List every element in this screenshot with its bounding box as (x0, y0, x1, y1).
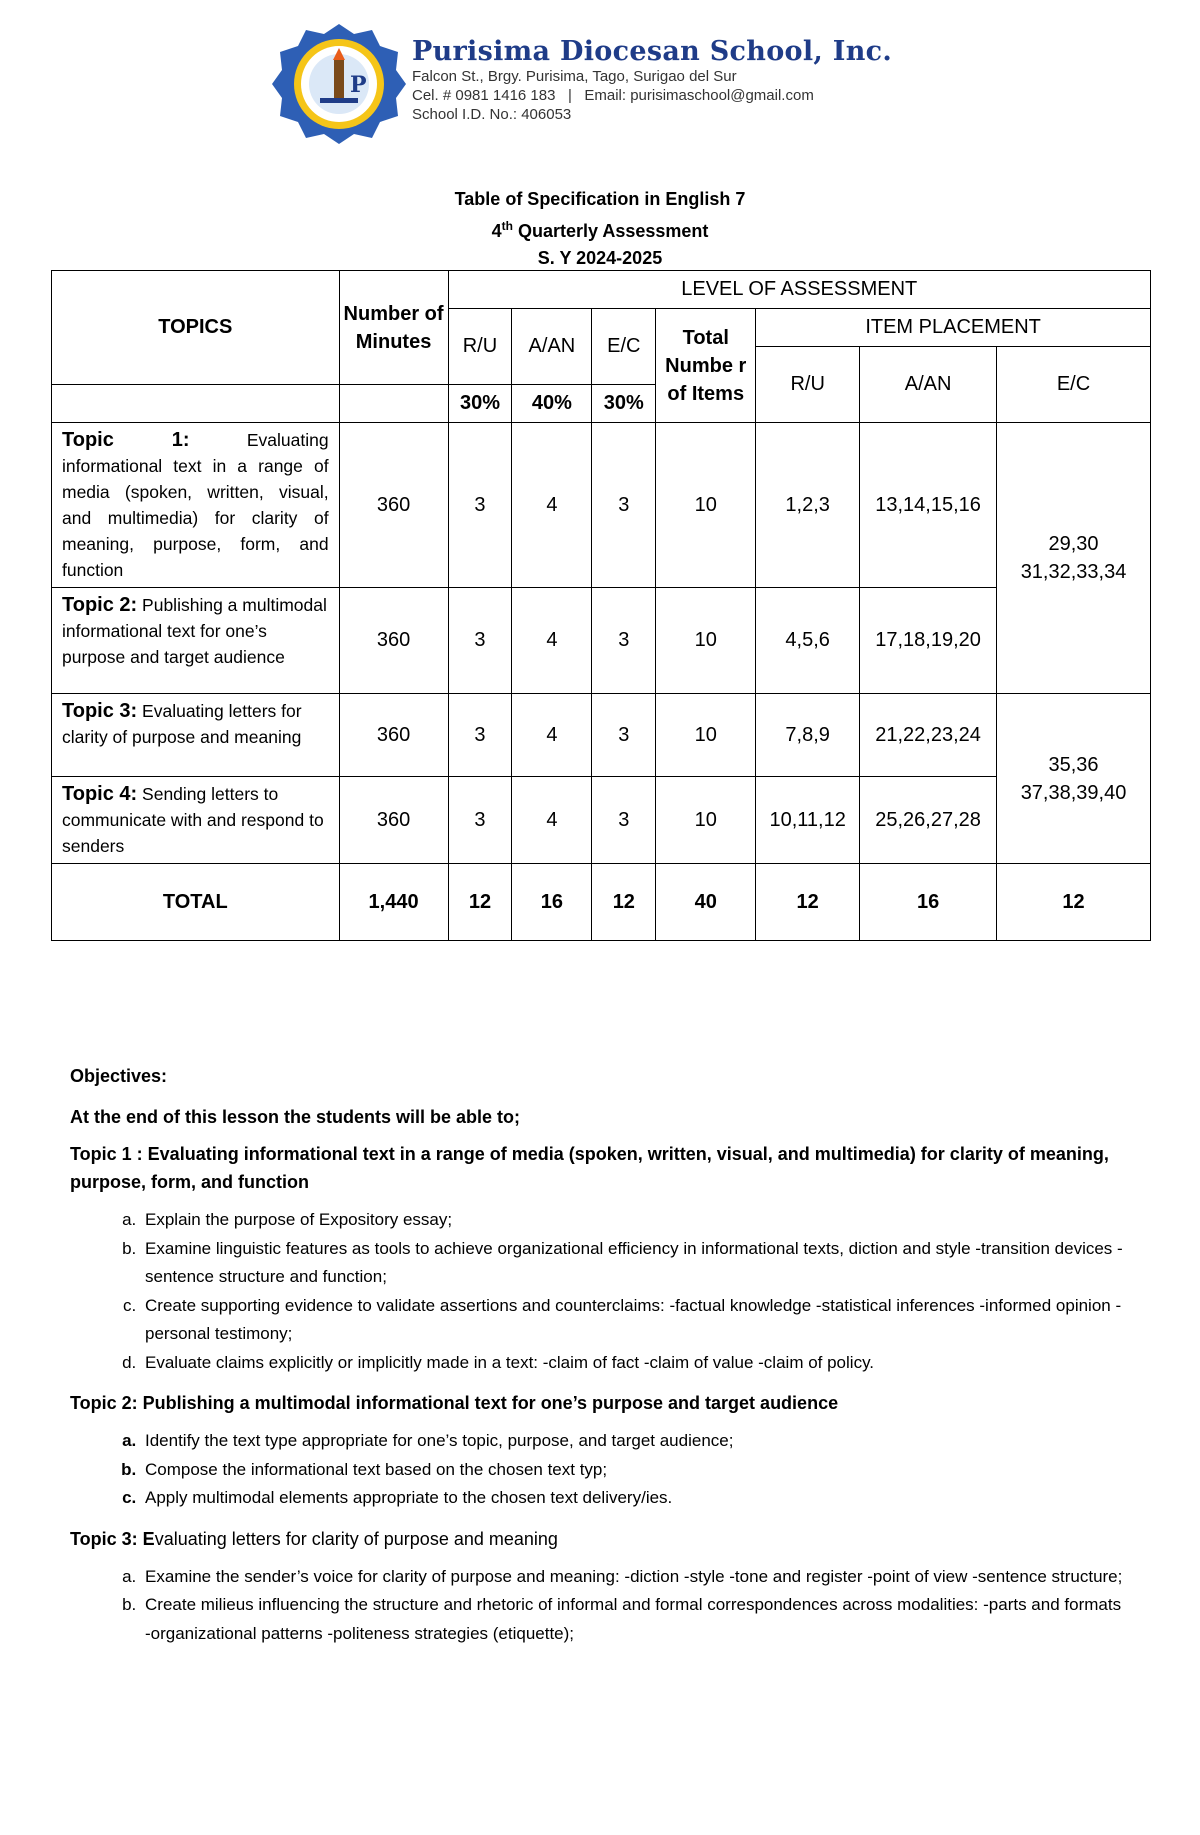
ec-cell: 3 (592, 777, 656, 864)
placement-ru-cell: 10,11,12 (756, 777, 860, 864)
specification-table (51, 270, 1151, 941)
header-total-items: Total Numbe r of Items (656, 309, 756, 423)
header-placement-ru: R/U (756, 347, 860, 423)
total-row (52, 864, 1151, 941)
placement-aan-cell: 17,18,19,20 (860, 588, 997, 694)
ec-group-1-line-1: 29,30 (1048, 533, 1099, 555)
school-seal-logo (270, 22, 408, 146)
topic-cell (52, 423, 340, 588)
list-item: a. Examine the sender’s voice for clarity of purpose and meaning: -diction -style -tone and register -point of view -sentence structure; (141, 1563, 1130, 1592)
quarter-number: 4 (491, 221, 502, 241)
header-aan: A/AN (512, 309, 592, 385)
objectives-heading: Objectives: (70, 1066, 168, 1086)
header-minutes-pad (339, 385, 448, 423)
objectives-intro: At the end of this lesson the students will be able to; (70, 1107, 521, 1127)
objective-topic-3-title (70, 1525, 1130, 1553)
header-ec: E/C (592, 309, 656, 385)
topic-description: Evaluating letters for clarity of purpose and meaning (62, 701, 302, 747)
placement-aan-cell: 21,22,23,24 (860, 694, 997, 777)
list-item: b. Examine linguistic features as tools to achieve organizational efficiency in informational texts, diction and style -transition devices -sentence structure and function; (141, 1235, 1130, 1292)
total-minutes: 1,440 (339, 864, 448, 941)
topic-cell (52, 588, 340, 694)
minutes-cell: 360 (339, 694, 448, 777)
objective-topic-2-title: Topic 2: Publishing a multimodal informational text for one’s purpose and target audience (70, 1393, 839, 1413)
objective-topic-3-list (70, 1563, 1130, 1649)
list-item: a. Identify the text type appropriate for one’s topic, purpose, and target audience; (141, 1427, 1130, 1456)
topic-3-title-bold: Topic 3: E (70, 1528, 155, 1549)
topic-label: Topic 1: (62, 429, 190, 451)
header-placement-ec: E/C (997, 347, 1151, 423)
topic-description: Sending letters to communicate with and respond to senders (62, 784, 324, 856)
table-row (52, 777, 1151, 864)
total-label: TOTAL (52, 864, 340, 941)
placement-aan-cell: 13,14,15,16 (860, 423, 997, 588)
letterhead (270, 22, 970, 152)
placement-ru-cell: 1,2,3 (756, 423, 860, 588)
minutes-cell: 360 (339, 423, 448, 588)
objective-topic-1-title: Topic 1 : Evaluating informational text in a range of media (spoken, written, visual, and multimedia) for clarity of meaning, purpose, form, and function (70, 1144, 1109, 1192)
header-topics: TOPICS (52, 271, 340, 385)
header-ru-percent: 30% (448, 385, 512, 423)
aan-cell: 4 (512, 423, 592, 588)
ec-group-2-line-1: 35,36 (1048, 753, 1099, 776)
header-minutes: Number of Minutes (339, 271, 448, 385)
total-aan: 16 (512, 864, 592, 941)
ec-group-1-line-2: 31,32,33,34 (1020, 561, 1127, 583)
total-ec: 12 (592, 864, 656, 941)
total-items: 40 (656, 864, 756, 941)
total-placement-aan: 16 (860, 864, 997, 941)
total-items-cell: 10 (656, 777, 756, 864)
school-id: School I.D. No.: 406053 (412, 106, 572, 123)
topic-cell (52, 694, 340, 777)
title-line-3: S. Y 2024-2025 (537, 248, 663, 268)
list-item: d. Evaluate claims explicitly or implicitly made in a text: -claim of fact -claim of value -claim of policy. (141, 1349, 1130, 1378)
quarter-suffix: th (501, 219, 513, 233)
ec-cell: 3 (592, 423, 656, 588)
total-placement-ru: 12 (756, 864, 860, 941)
aan-cell: 4 (512, 694, 592, 777)
objective-topic-1-list (70, 1206, 1130, 1377)
table-row (52, 423, 1151, 588)
ru-cell: 3 (448, 777, 512, 864)
header-ec-percent: 30% (592, 385, 656, 423)
ec-cell: 3 (592, 588, 656, 694)
topic-label: Topic 4: (62, 783, 138, 805)
title-line-2 (0, 213, 1200, 245)
ru-cell: 3 (448, 694, 512, 777)
header-topics-pad (52, 385, 340, 423)
list-item: b. Compose the informational text based on the chosen text typ; (141, 1456, 1130, 1485)
list-item: c. Create supporting evidence to validate assertions and counterclaims: -factual knowledge -statistical inferences -informed opinion -personal testimony; (141, 1292, 1130, 1349)
topic-description: Publishing a multimodal informational text for one’s purpose and target audience (62, 595, 327, 667)
objectives-section (70, 1066, 1130, 1656)
total-items-cell: 10 (656, 588, 756, 694)
ec-cell: 3 (592, 694, 656, 777)
placement-aan-cell: 25,26,27,28 (860, 777, 997, 864)
list-item: a. Explain the purpose of Expository essay; (141, 1206, 1130, 1235)
svg-text:P: P (350, 72, 367, 98)
ru-cell: 3 (448, 588, 512, 694)
school-contact: Cel. # 0981 1416 183 | Email: purisimaschool@gmail.com (412, 87, 814, 104)
header-level-of-assessment: LEVEL OF ASSESSMENT (448, 271, 1151, 309)
aan-cell: 4 (512, 588, 592, 694)
school-address: Falcon St., Brgy. Purisima, Tago, Surigao del Sur (412, 68, 737, 85)
aan-cell: 4 (512, 777, 592, 864)
list-item: b. Create milieus influencing the structure and rhetoric of informal and formal correspondences across modalities: -parts and formats -organizational patterns -politeness strategies (etiquette); (141, 1591, 1130, 1648)
header-item-placement: ITEM PLACEMENT (756, 309, 1151, 347)
total-items-cell: 10 (656, 423, 756, 588)
ru-cell: 3 (448, 423, 512, 588)
placement-ru-cell: 4,5,6 (756, 588, 860, 694)
total-ru: 12 (448, 864, 512, 941)
objective-topic-2-list (70, 1427, 1130, 1513)
quarter-text: Quarterly Assessment (512, 221, 709, 241)
header-placement-aan: A/AN (860, 347, 997, 423)
placement-ec-group-2 (997, 694, 1151, 864)
header-ru: R/U (448, 309, 512, 385)
title-line-1: Table of Specification in English 7 (454, 189, 746, 209)
topic-description: Evaluating informational text in a range of media (spoken, written, visual, and multimedia) for clarity of meaning, purpose, form, and function (62, 430, 329, 580)
list-item: c. Apply multimodal elements appropriate to the chosen text delivery/ies. (141, 1484, 1130, 1513)
placement-ru-cell: 7,8,9 (756, 694, 860, 777)
table-row (52, 588, 1151, 694)
minutes-cell: 360 (339, 588, 448, 694)
placement-ec-group-1 (997, 423, 1151, 694)
topic-label: Topic 2: (62, 594, 138, 616)
minutes-cell: 360 (339, 777, 448, 864)
total-items-cell: 10 (656, 694, 756, 777)
topic-label: Topic 3: (62, 700, 138, 722)
total-placement-ec: 12 (997, 864, 1151, 941)
header-aan-percent: 40% (512, 385, 592, 423)
topic-3-title-rest: valuating letters for clarity of purpose and meaning (154, 1528, 558, 1549)
school-name: Purisima Diocesan School, Inc. (412, 36, 893, 67)
ec-group-2-line-2: 37,38,39,40 (1020, 781, 1127, 804)
document-title (0, 186, 1200, 272)
topic-cell (52, 777, 340, 864)
table-row (52, 694, 1151, 777)
